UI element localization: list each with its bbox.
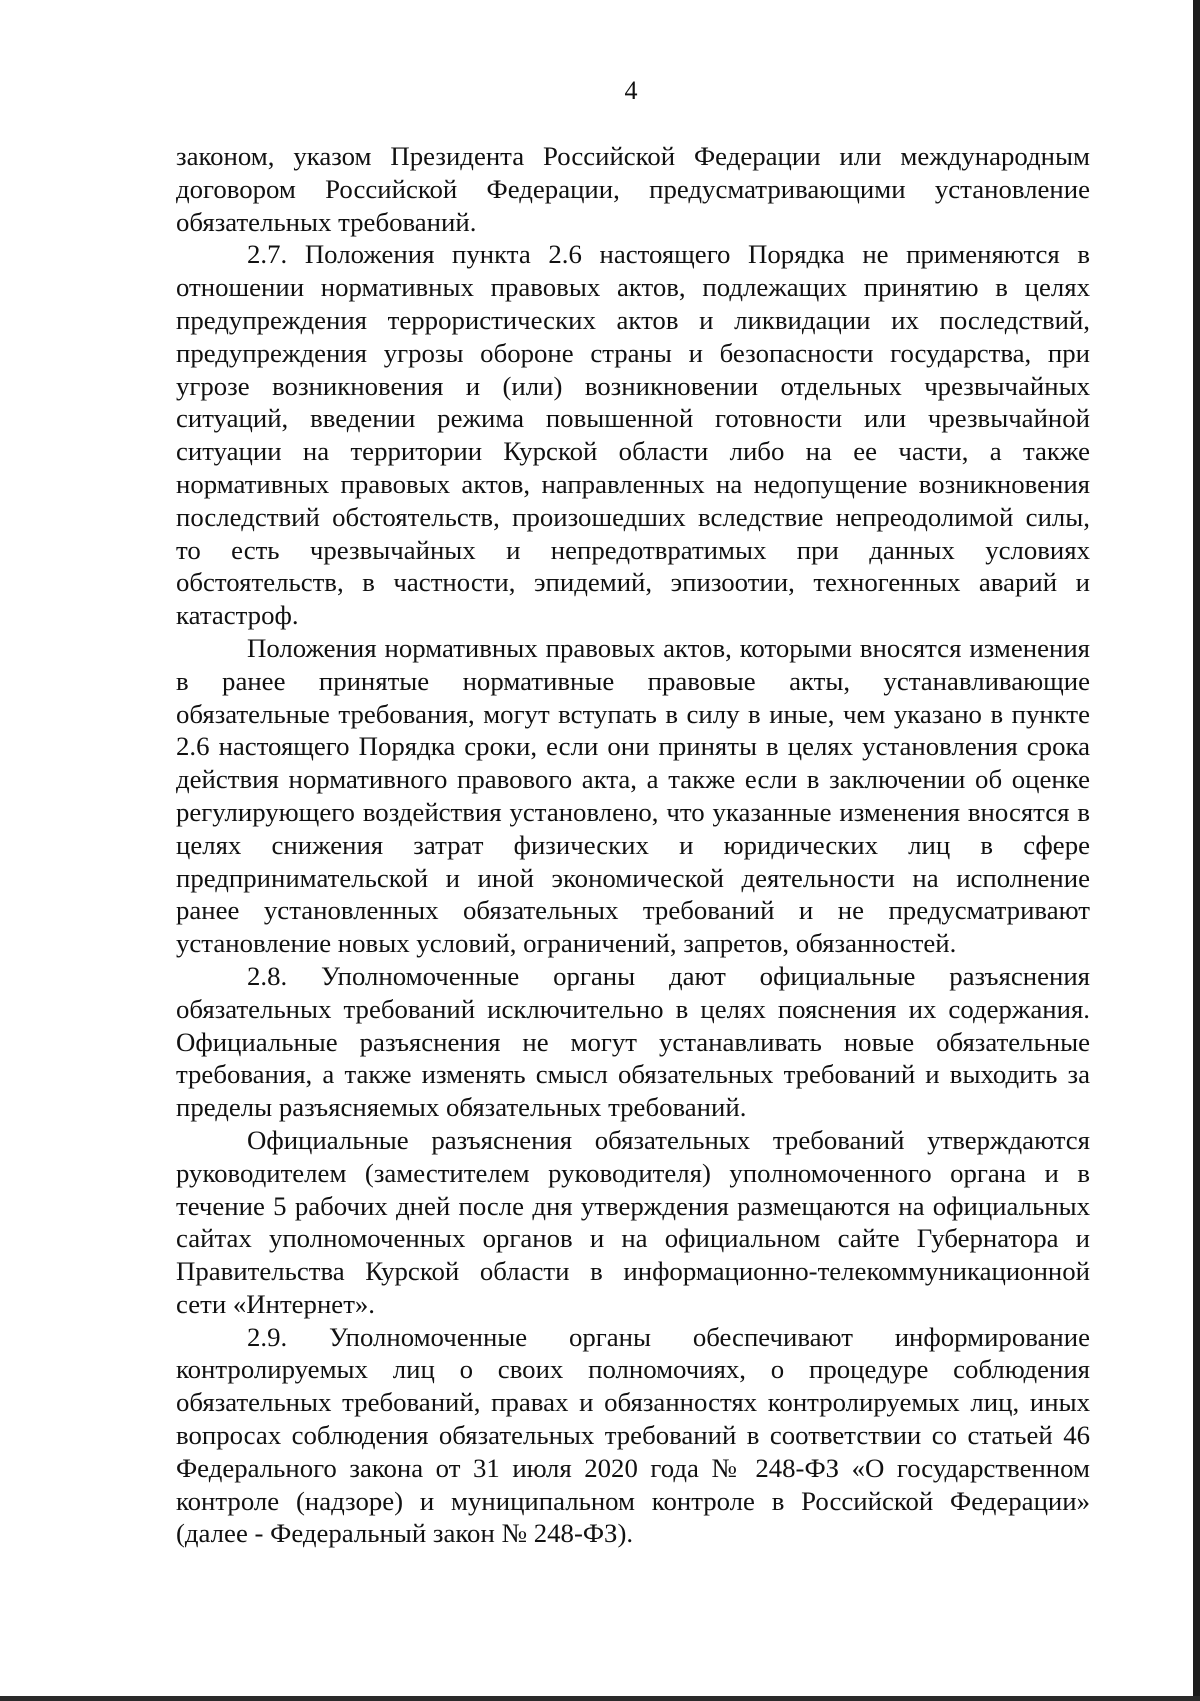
paragraph-continuation: законом, указом Президента Российской Федерации или международным договором Российской Федерации, предусматривающими установление обязательных требований. bbox=[176, 141, 1090, 237]
paragraph-2-9: 2.9. Уполномоченные органы обеспечивают информирование контролируемых лиц о своих полномочиях, о процедуре соблюдения обязательных требований, правах и обязанностях контролируемых лиц, иных вопросах соблюдения обязательных требований в соответствии со статьей 46 Федерального закона от 31 июля 2020 года № 248-ФЗ «О государственном контроле (надзоре) и муниципальном контроле в Российской Федерации» (далее - Федеральный закон № 248-ФЗ). bbox=[176, 1321, 1090, 1549]
page-number: 4 bbox=[624, 76, 638, 105]
paragraph-amendments: Положения нормативных правовых актов, которыми вносятся изменения в ранее принятые нормативные правовые акты, устанавливающие обязательные требования, могут вступать в силу в иные, чем указано в пункте 2.6 настоящего Порядка сроки, если они приняты в целях установления срока действия нормативного правового акта, а также если в заключении об оценке регулирующего воздействия установлено, что указанные изменения вносятся в целях снижения затрат физических и юридических лиц в сфере предпринимательской и иной экономической деятельности на исполнение ранее установленных обязательных требований и не предусматривают установление новых условий, ограничений, запретов, обязанностей. bbox=[176, 632, 1090, 959]
paragraph-2-8: 2.8. Уполномоченные органы дают официальные разъяснения обязательных требований исключительно в целях пояснения их содержания. Официальные разъяснения не могут устанавливать новые обязательные требования, а также изменять смысл обязательных требований и выходить за пределы разъясняемых обязательных требований. bbox=[176, 960, 1090, 1123]
paragraph-2-7: 2.7. Положения пункта 2.6 настоящего Порядка не применяются в отношении нормативных правовых актов, подлежащих принятию в целях предупреждения террористических актов и ликвидации их последствий, предупреждения угрозы обороне страны и безопасности государства, при угрозе возникновения и (или) возникновении отдельных чрезвычайных ситуаций, введении режима повышенной готовности или чрезвычайной ситуации на территории Курской области либо на ее части, а также нормативных правовых актов, направленных на недопущение возникновения последствий обстоятельств, произошедших вследствие непреодолимой силы, то есть чрезвычайных и непредотвратимых при данных условиях обстоятельств, в частности, эпидемий, эпизоотии, техногенных аварий и катастроф. bbox=[176, 239, 1090, 631]
scan-border-bottom bbox=[0, 1696, 1200, 1701]
scan-border-right bbox=[1193, 0, 1200, 1701]
paragraph-official-explanations: Официальные разъяснения обязательных требований утверждаются руководителем (заместителем руководителя) уполномоченного органа и в течение 5 рабочих дней после дня утверждения размещаются на официальных сайтах уполномоченных органов и на официальном сайте Губернатора и Правительства Курской области в информационно-телекоммуникационной сети «Интернет». bbox=[176, 1124, 1090, 1319]
document-body bbox=[176, 140, 1090, 1550]
